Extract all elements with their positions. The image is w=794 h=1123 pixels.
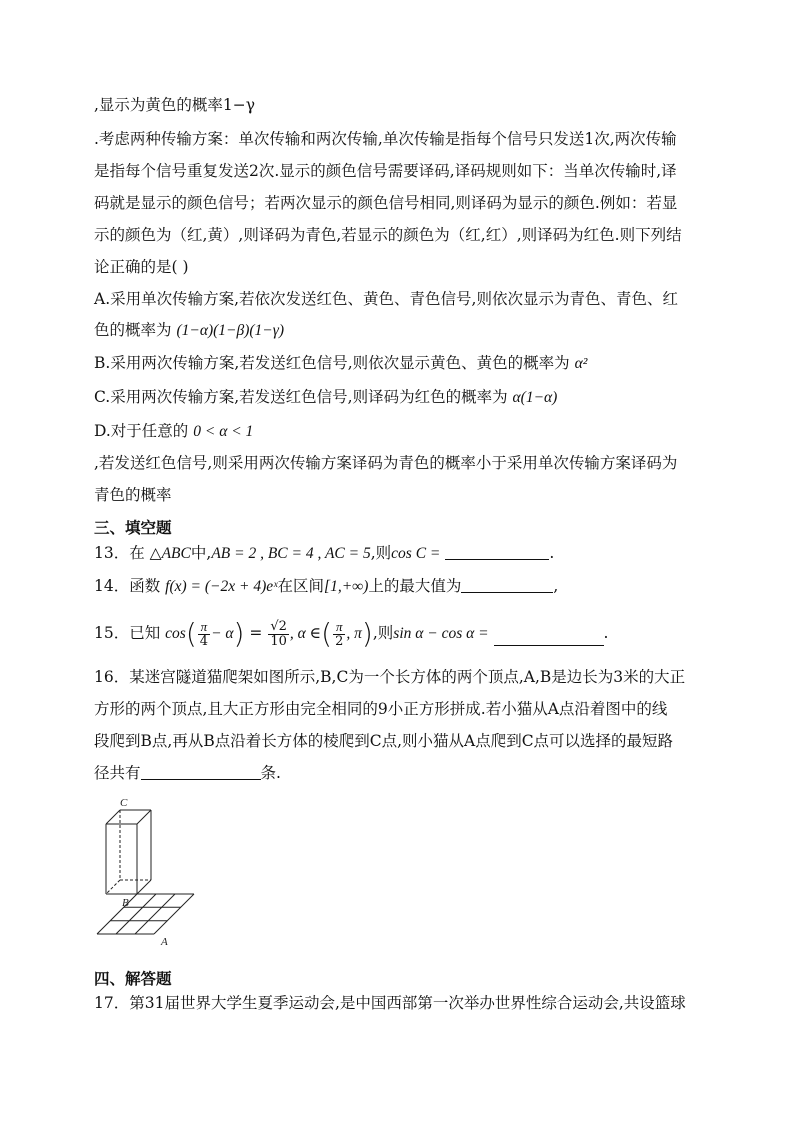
paren: ) [233,617,245,650]
paren: ( [185,617,197,650]
question-16-line2: 方形的两个顶点,且大正方形由完全相同的9小正方形拼成.若小猫从A点沿着图中的线 [94,700,668,718]
question-16-line1: 16．某迷宫隧道猫爬架如图所示,B,C为一个长方体的两个顶点,A,B是边长为3米的大正 [94,668,686,686]
formula: (1−α)(1−β)(1−γ) [176,322,285,339]
text: B.采用两次传输方案,若发送红色信号,则依次显示黄色、黄色的概率为 [94,354,570,372]
option-d [94,420,253,443]
edge [137,810,151,824]
paren: ) [361,617,373,650]
question-15 [94,616,608,651]
section-title: 四、解答题 [94,970,172,988]
answer-blank[interactable] [445,543,549,560]
text-line: 青色的概率 [94,486,172,504]
text: . [603,624,609,642]
question-16-line4 [94,762,281,784]
text: 15．已知 [94,624,161,642]
text: 上的最大值为 [368,577,462,595]
formula: f(x) = (−2x + 4)eˣ [165,578,278,595]
text: 13．在 [94,544,145,562]
text: 中, [190,544,212,562]
text: ,则 [370,544,392,562]
text-line: .考虑两种传输方案：单次传输和两次传输,单次传输是指每个信号只发送1次,两次传输 [94,130,677,148]
text-line: ,显示为黄色的概率1−γ [94,96,256,114]
text: 在区间 [277,577,325,595]
formula: cos [165,625,186,642]
text-line: 示的颜色为（红,黄）,则译码为青色,若显示的颜色为（红,红）,则译码为红色.则下列结 [94,226,682,244]
numerator: π [198,620,210,635]
formula: △ABC [149,545,191,562]
formula: α(1−α) [512,389,558,406]
denominator: 10 [270,633,287,649]
answer-blank[interactable] [494,629,604,646]
denominator: 4 [199,633,209,649]
formula: sin α − cos α = [393,625,489,642]
question-14 [94,575,558,598]
numerator: π [333,620,345,635]
formula: , π [346,625,362,642]
option-c [94,386,557,409]
text: , [553,577,559,595]
text: 14．函数 [94,577,161,595]
grid [97,894,194,934]
denominator: 2 [335,633,344,649]
formula: cos C = [391,545,441,562]
section-title: 三、填空题 [94,519,172,537]
text: D.对于任意的 [94,422,189,440]
text: 径共有 [94,764,141,782]
answer-blank[interactable] [461,576,553,593]
fraction [268,620,289,649]
formula: α² [574,355,588,372]
question-17-line1: 17．第31届世界大学生夏季运动会,是中国西部第一次举办世界性综合运动会,共设篮球 [94,994,686,1012]
question-16-line3: 段爬到B点,再从B点沿着长方体的棱爬到C点,则小猫从A点爬到C点可以选择的最短路 [94,732,674,750]
formula: [1,+∞) [324,578,369,595]
text-line: ,若发送红色信号,则采用两次传输方案译码为青色的概率小于采用单次传输方案译码为 [94,454,678,472]
fraction [333,620,345,649]
paren: ( [321,617,333,650]
option-a-line1: A.采用单次传输方案,若依次发送红色、黄色、青色信号,则依次显示为青色、青色、红 [94,290,678,308]
question-13 [94,542,554,565]
text-line: 是指每个信号重复发送2次.显示的颜色信号需要译码,译码规则如下：当单次传输时,译 [94,162,677,180]
grid-line [97,894,137,934]
text: 条. [260,764,281,782]
formula: − α [211,625,234,642]
text-line: 论正确的是( ) [94,258,189,276]
label-a: A [161,936,168,948]
text: . [549,544,555,562]
grid-line [135,894,175,934]
option-a-line2 [94,319,284,342]
text: ,则 [372,624,394,642]
text-line: 码就是显示的颜色信号；若两次显示的颜色信号相同,则译码为显示的颜色.例如：若显 [94,194,678,212]
edge [137,880,151,894]
fraction [198,620,210,649]
label-b: B [122,897,129,909]
equals: = [249,624,263,642]
answer-blank[interactable] [141,763,261,780]
hidden-edge [106,880,120,894]
cuboid-grid-figure [94,796,204,948]
text: C.采用两次传输方案,若发送红色信号,则译码为红色的概率为 [94,388,508,406]
text: 色的概率为 [94,321,172,339]
formula: AB = 2 , BC = 4 , AC = 5 [211,545,371,562]
grid-line [154,894,194,934]
option-b [94,352,587,375]
formula: 0 < α < 1 [193,423,254,440]
label-c: C [120,797,128,809]
formula: , α ∈ [289,625,322,642]
numerator: √2 [270,618,287,634]
edge [106,810,120,824]
